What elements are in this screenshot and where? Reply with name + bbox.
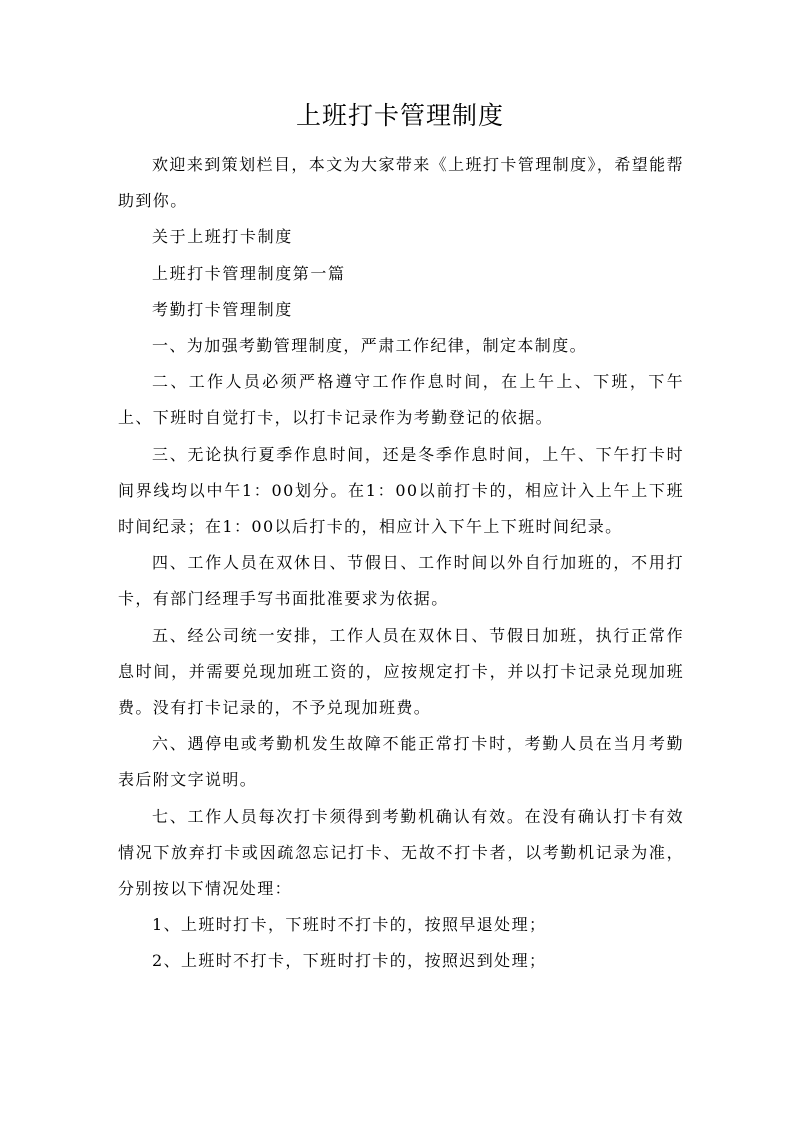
section-heading: 关于上班打卡制度 (152, 227, 293, 247)
document-title: 上班打卡管理制度 (295, 101, 504, 130)
clause-paragraph-2: 二、工作人员必须严格遵守工作作息时间，在上午上、下班，下午上、下班时自觉打卡，以打卡记录作为考勤登记的依据。 (118, 372, 684, 428)
list-item-1: 1、上班时打卡，下班时不打卡的，按照早退处理； (152, 915, 547, 935)
subsection-heading: 考勤打卡管理制度 (152, 299, 293, 319)
part-heading: 上班打卡管理制度第一篇 (152, 263, 346, 283)
clause-paragraph-5: 五、经公司统一安排，工作人员在双休日、节假日加班，执行正常作息时间，并需要兑现加班工资的，应按规定打卡，并以打卡记录兑现加班费。没有打卡记录的，不予兑现加班费。 (118, 625, 684, 718)
document-body (118, 147, 684, 980)
clause-paragraph-4: 四、工作人员在双休日、节假日、工作时间以外自行加班的，不用打卡，有部门经理手写书面批准要求为依据。 (118, 553, 684, 609)
clause-paragraph-7: 七、工作人员每次打卡须得到考勤机确认有效。在没有确认打卡有效情况下放弃打卡或因疏忽忘记打卡、无故不打卡者，以考勤机记录为准，分别按以下情况处理： (118, 806, 684, 899)
intro-paragraph: 欢迎来到策划栏目，本文为大家带来《上班打卡管理制度》，希望能帮助到你。 (118, 155, 684, 211)
clause-paragraph-1: 一、为加强考勤管理制度，严肃工作纪律，制定本制度。 (152, 336, 588, 356)
list-item-2: 2、上班时不打卡，下班时打卡的，按照迟到处理； (152, 951, 547, 971)
clause-paragraph-3: 三、无论执行夏季作息时间，还是冬季作息时间，上午、下午打卡时间界线均以中午1：00划分。在1：00以前打卡的，相应计入上午上下班时间纪录；在1：00以后打卡的，相应计入下午上下班时间纪录。 (118, 444, 684, 537)
clause-paragraph-6: 六、遇停电或考勤机发生故障不能正常打卡时，考勤人员在当月考勤表后附文字说明。 (118, 734, 684, 790)
